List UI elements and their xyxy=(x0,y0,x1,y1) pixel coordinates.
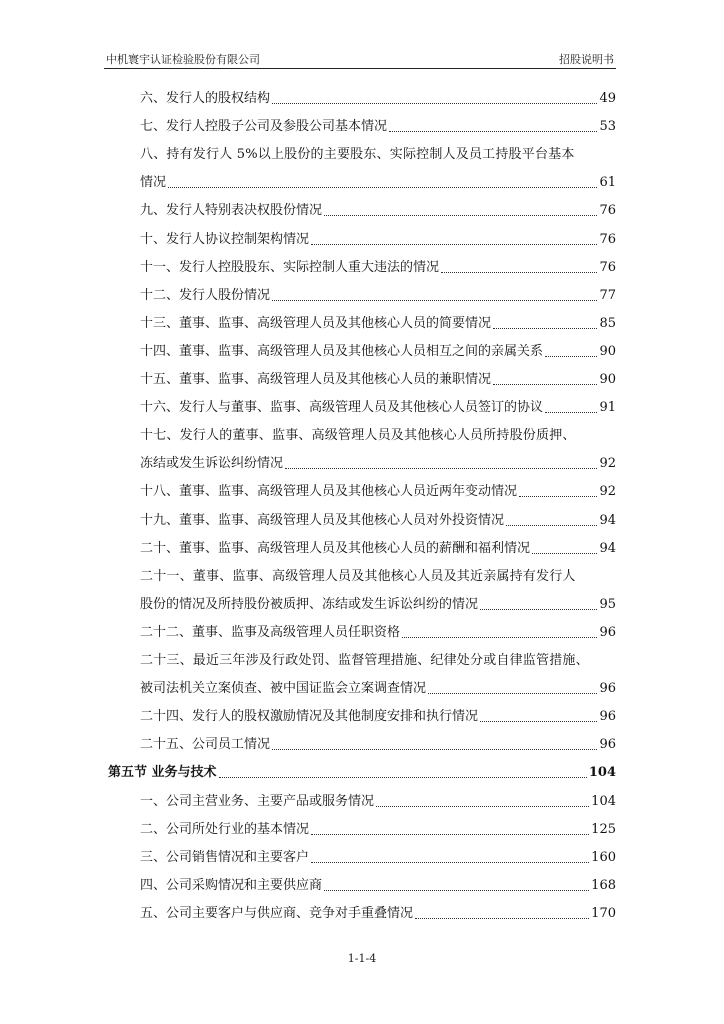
toc-entry-title: 十二、发行人股份情况 xyxy=(140,287,271,303)
toc-entry-title: 十、发行人协议控制架构情况 xyxy=(140,231,310,247)
toc-entry[interactable] xyxy=(140,395,616,417)
toc-entry-title: 第五节 业务与技术 xyxy=(108,765,217,781)
dot-leader xyxy=(532,553,597,554)
toc-entry[interactable] xyxy=(140,817,616,839)
toc-entry[interactable] xyxy=(140,170,616,192)
toc-entry[interactable] xyxy=(140,789,616,811)
toc-entry[interactable] xyxy=(140,339,616,361)
dot-leader xyxy=(285,468,597,469)
toc-entry-page: 77 xyxy=(599,287,616,303)
page-number: 1-1-4 xyxy=(347,952,377,965)
toc-entry-title: 二十二、董事、监事及高级管理人员任职资格 xyxy=(140,624,401,640)
toc-entry-title: 九、发行人特别表决权股份情况 xyxy=(140,203,323,219)
toc-entry-title: 十五、董事、监事、高级管理人员及其他核心人员的兼职情况 xyxy=(140,372,492,387)
toc-entry-title: 二十五、公司员工情况 xyxy=(140,737,271,753)
toc-entry-page: 49 xyxy=(599,91,616,106)
toc-entry-page: 96 xyxy=(599,624,616,640)
toc-entry-title: 五、公司主要客户与供应商、竞争对手重叠情况 xyxy=(140,905,414,921)
dot-leader xyxy=(272,103,597,104)
dot-leader xyxy=(519,496,597,497)
toc-entry[interactable] xyxy=(140,648,616,670)
toc-entry-page: 160 xyxy=(591,849,616,865)
toc-entry[interactable] xyxy=(140,732,616,754)
toc-entry-page: 76 xyxy=(599,203,616,219)
toc-entry-title: 十一、发行人控股股东、实际控制人重大违法的情况 xyxy=(140,259,440,275)
dot-leader xyxy=(376,806,589,807)
toc-entry-page: 90 xyxy=(599,372,616,387)
toc-entry[interactable] xyxy=(140,873,616,895)
dot-leader xyxy=(272,749,597,750)
dot-leader xyxy=(480,721,597,722)
toc-entry-title: 冻结或发生诉讼纠纷情况 xyxy=(140,456,284,472)
dot-leader xyxy=(493,384,597,385)
dot-leader xyxy=(168,187,597,188)
toc-entry-page: 96 xyxy=(599,737,616,753)
toc-entry[interactable] xyxy=(140,255,616,277)
dot-leader xyxy=(219,777,587,778)
dot-leader xyxy=(311,834,589,835)
toc-entry-page: 94 xyxy=(599,512,616,528)
dot-leader xyxy=(493,328,597,329)
toc-entry-title: 二十、董事、监事、高级管理人员及其他核心人员的薪酬和福利情况 xyxy=(140,540,531,556)
toc-entry-page: 95 xyxy=(599,596,616,612)
toc-entry-title: 二、公司所处行业的基本情况 xyxy=(140,821,310,837)
toc-entry[interactable] xyxy=(140,198,616,220)
toc-entry[interactable] xyxy=(140,479,616,501)
toc-entry-title: 十八、董事、监事、高级管理人员及其他核心人员近两年变动情况 xyxy=(140,484,518,500)
toc-entry[interactable] xyxy=(140,901,616,923)
toc-entry[interactable] xyxy=(140,508,616,530)
toc-entry-title: 十七、发行人的董事、监事、高级管理人员及其他核心人员所持股份质押、 xyxy=(140,428,576,444)
dot-leader xyxy=(311,862,589,863)
toc-entry[interactable] xyxy=(140,845,616,867)
dot-leader xyxy=(324,890,589,891)
toc-entry[interactable] xyxy=(140,536,616,558)
dot-leader xyxy=(272,300,597,301)
dot-leader xyxy=(545,412,597,413)
toc-entry[interactable] xyxy=(140,423,616,445)
toc-entry[interactable] xyxy=(140,311,616,333)
toc-entry[interactable] xyxy=(140,367,616,389)
toc-entry-page: 104 xyxy=(588,765,616,781)
toc-entry-title: 二十三、最近三年涉及行政处罚、监督管理措施、纪律处分或自律监管措施、 xyxy=(140,653,589,668)
toc-entry[interactable] xyxy=(140,704,616,726)
toc-entry-page: 96 xyxy=(599,681,616,697)
toc-entry-page: 76 xyxy=(599,259,616,275)
toc-entry-title: 六、发行人的股权结构 xyxy=(140,91,271,106)
toc-entry[interactable] xyxy=(140,564,616,586)
toc-entry-page: 125 xyxy=(591,821,616,837)
toc-entry-page: 61 xyxy=(599,175,616,191)
toc-entry-title: 股份的情况及所持股份被质押、冻结或发生诉讼纠纷的情况 xyxy=(140,596,479,612)
document-type: 招股说明书 xyxy=(559,53,614,66)
toc-entry-page: 85 xyxy=(599,315,616,331)
toc-entry[interactable] xyxy=(140,142,616,164)
dot-leader xyxy=(389,131,597,132)
toc-section-entry[interactable] xyxy=(108,760,616,782)
toc-entry-page: 76 xyxy=(599,231,616,247)
toc-entry-title: 八、持有发行人 5%以上股份的主要股东、实际控制人及员工持股平台基本 xyxy=(140,147,575,163)
toc-entry-page: 92 xyxy=(599,484,616,500)
dot-leader xyxy=(545,356,597,357)
toc-entry-title: 情况 xyxy=(140,175,167,191)
company-name: 中机寰宇认证检验股份有限公司 xyxy=(106,53,260,66)
toc-entry[interactable] xyxy=(140,451,616,473)
toc-entry-page: 96 xyxy=(599,709,616,725)
toc-entry-title: 三、公司销售情况和主要客户 xyxy=(140,849,310,865)
toc-entry-title: 二十一、董事、监事、高级管理人员及其他核心人员及其近亲属持有发行人 xyxy=(140,568,576,584)
toc-entry-page: 104 xyxy=(591,793,616,809)
toc-entry[interactable] xyxy=(140,676,616,698)
toc-entry-title: 十三、董事、监事、高级管理人员及其他核心人员的简要情况 xyxy=(140,315,492,331)
dot-leader xyxy=(480,609,597,610)
toc-entry-title: 十六、发行人与董事、监事、高级管理人员及其他核心人员签订的协议 xyxy=(140,400,544,416)
toc-entry-page: 53 xyxy=(599,119,616,135)
toc-entry-title: 十四、董事、监事、高级管理人员及其他核心人员相互之间的亲属关系 xyxy=(140,343,544,359)
toc-entry-page: 90 xyxy=(599,343,616,359)
dot-leader xyxy=(441,272,597,273)
toc-entry-title: 七、发行人控股子公司及参股公司基本情况 xyxy=(140,119,388,135)
toc-entry-title: 一、公司主营业务、主要产品或服务情况 xyxy=(140,793,375,809)
toc-entry-page: 170 xyxy=(591,905,616,921)
dot-leader xyxy=(415,918,589,919)
toc-entry-page: 92 xyxy=(599,456,616,472)
dot-leader xyxy=(311,244,597,245)
toc-entry-page: 91 xyxy=(599,400,616,416)
toc-entry[interactable] xyxy=(140,114,616,136)
dot-leader xyxy=(402,637,597,638)
toc-entry-page: 168 xyxy=(591,877,616,893)
toc-entry[interactable] xyxy=(140,283,616,305)
toc-entry-page: 94 xyxy=(599,540,616,556)
toc-entry[interactable] xyxy=(140,620,616,642)
toc-entry[interactable] xyxy=(140,227,616,249)
dot-leader xyxy=(506,525,597,526)
toc-entry-title: 被司法机关立案侦查、被中国证监会立案调查情况 xyxy=(140,681,427,697)
dot-leader xyxy=(324,215,597,216)
toc-entry-title: 十九、董事、监事、高级管理人员及其他核心人员对外投资情况 xyxy=(140,512,505,528)
toc-entry-title: 二十四、发行人的股权激励情况及其他制度安排和执行情况 xyxy=(140,709,479,725)
dot-leader xyxy=(428,693,597,694)
toc-entry-title: 四、公司采购情况和主要供应商 xyxy=(140,877,323,893)
toc-entry[interactable] xyxy=(140,86,616,108)
toc-entry[interactable] xyxy=(140,592,616,614)
